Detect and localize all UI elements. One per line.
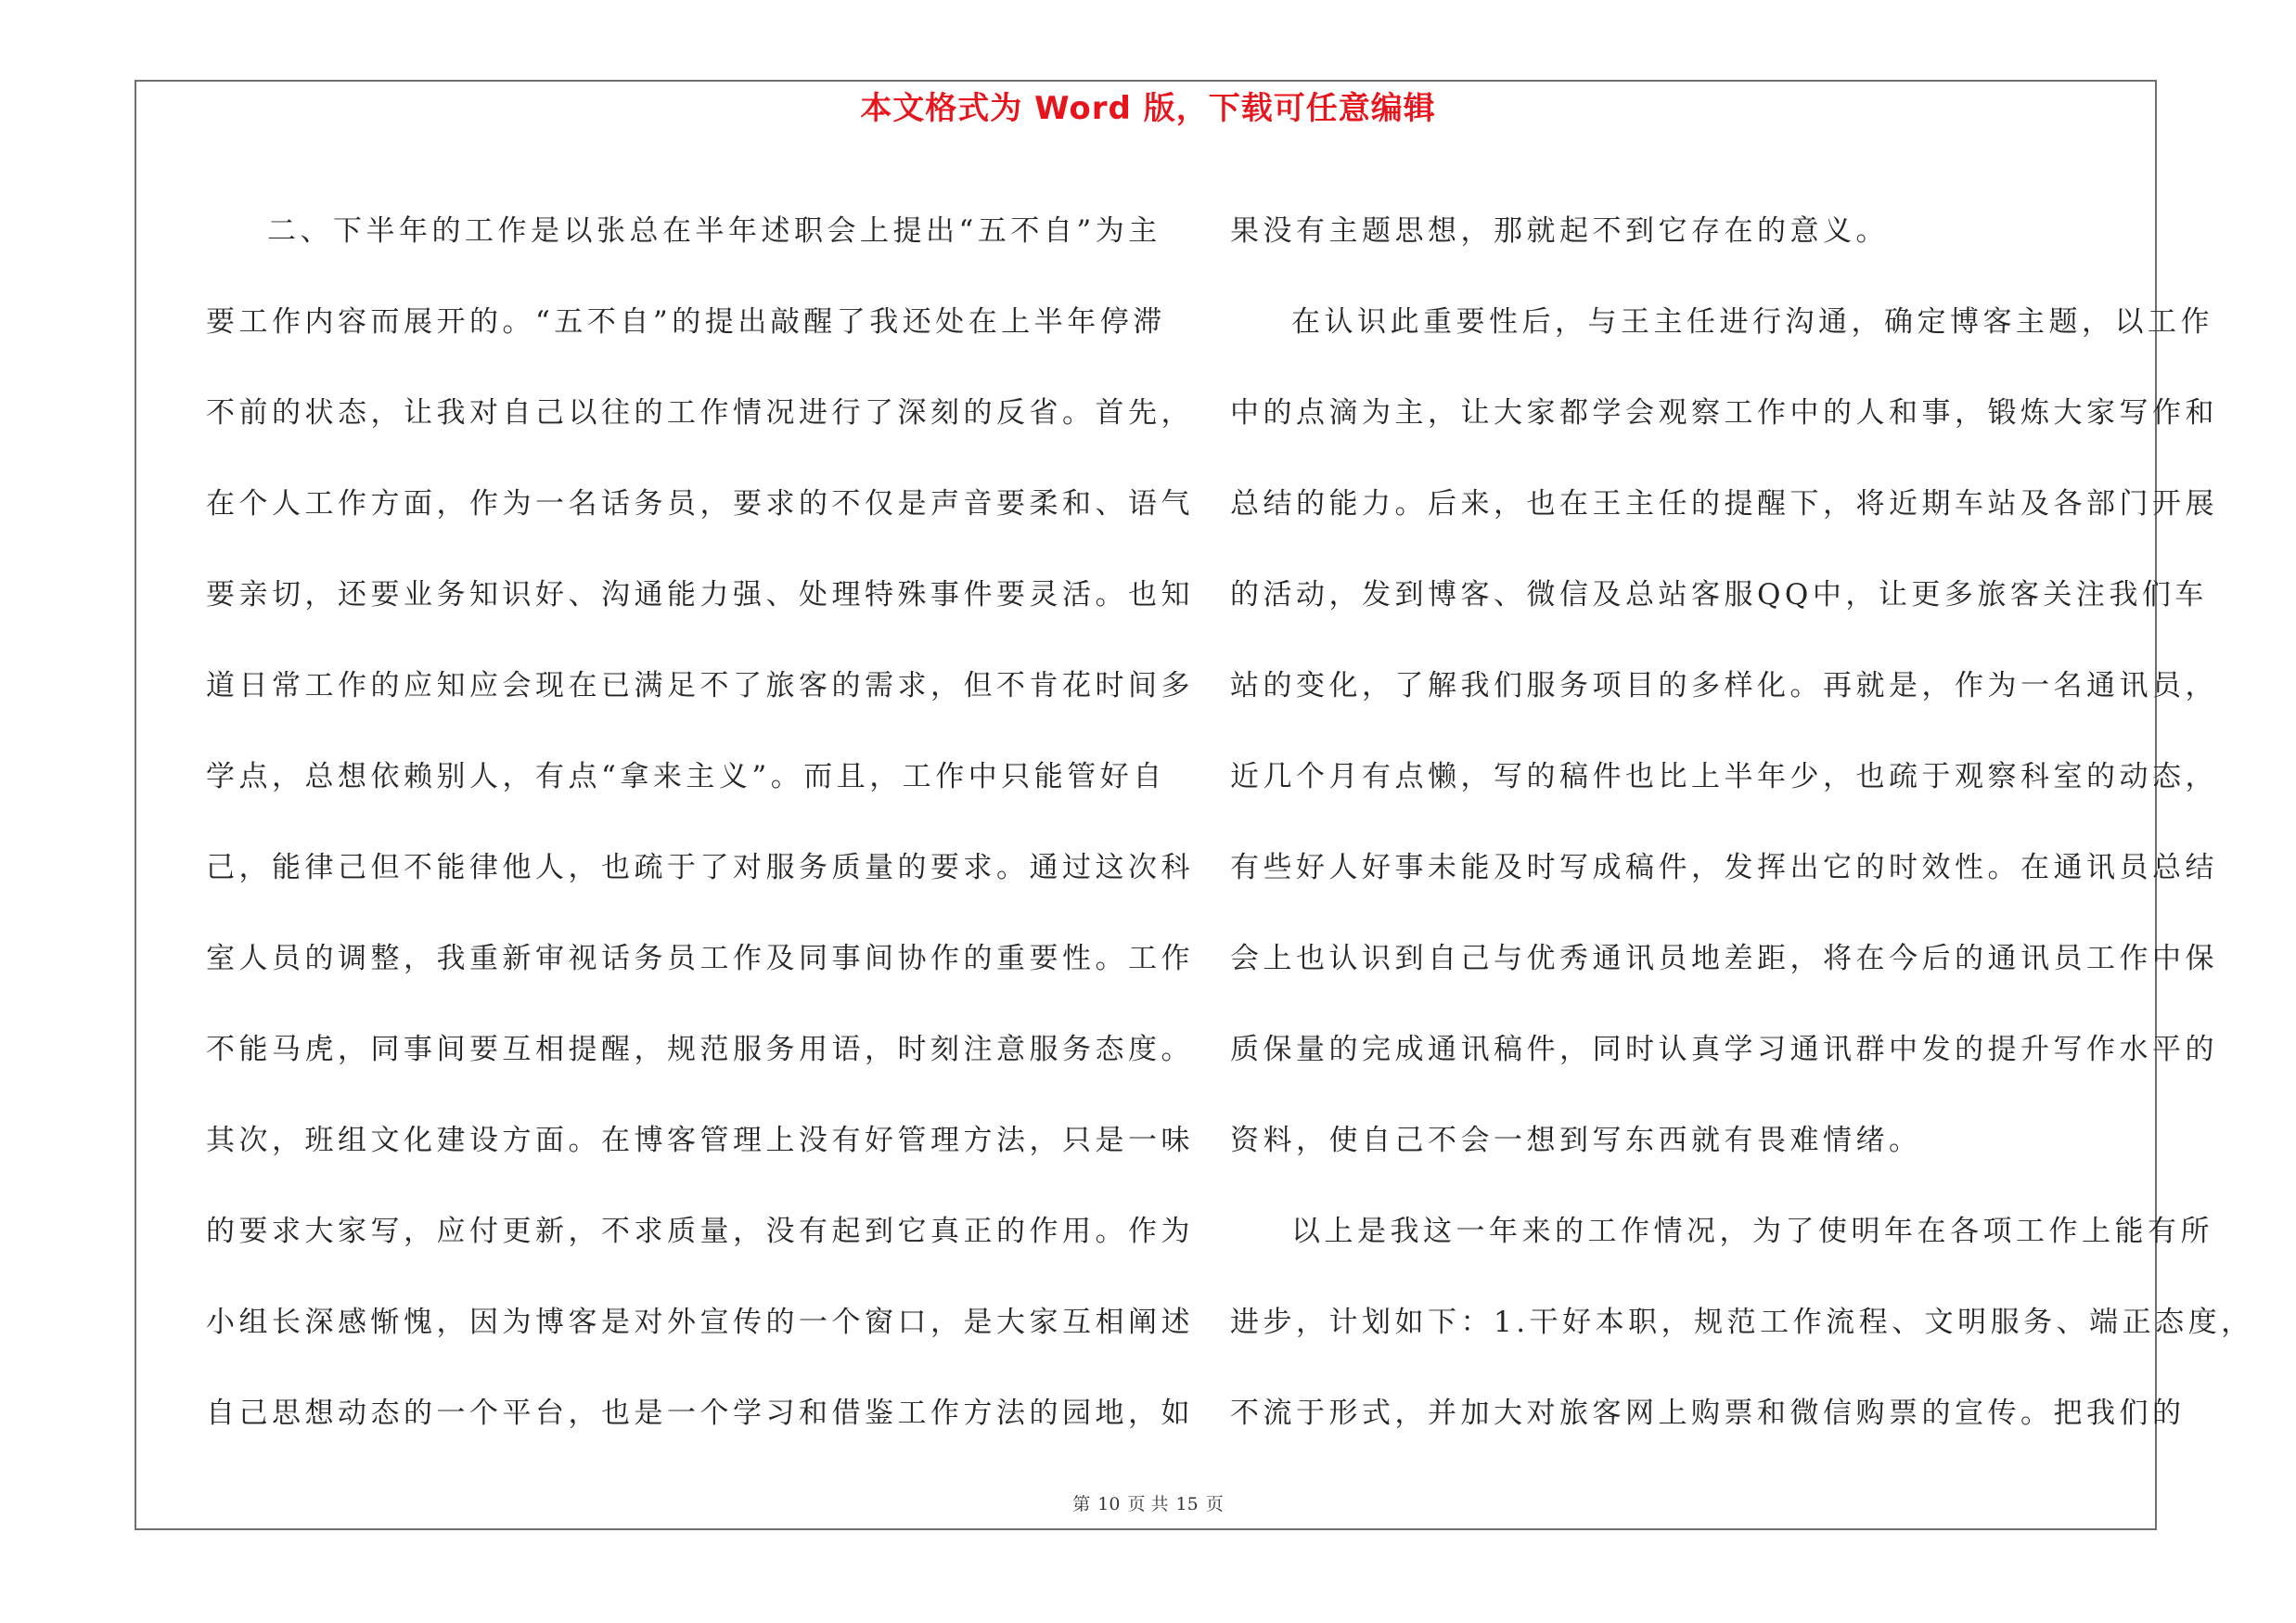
- footer-middle: 页 共: [1127, 1494, 1169, 1514]
- text-line: 其次，班组文化建设方面。在博客管理上没有好管理方法，只是一味: [206, 1124, 1194, 1157]
- text-line: 道日常工作的应知应会现在已满足不了旅客的需求，但不肯花时间多: [206, 669, 1194, 702]
- text-line: 的活动，发到博客、微信及总站客服QQ中，让更多旅客关注我们车: [1230, 578, 2208, 612]
- text-line: 不流于形式，并加大对旅客网上购票和微信购票的宣传。把我们的: [1230, 1397, 2186, 1430]
- text-line: 不能马虎，同事间要互相提醒，规范服务用语，时刻注意服务态度。: [206, 1033, 1194, 1066]
- left-text-column: [206, 186, 1194, 1459]
- text-line: 在认识此重要性后，与王主任进行沟通，确定博客主题，以工作: [1291, 305, 2213, 339]
- text-line: 资料，使自己不会一想到写东西就有畏难情绪。: [1230, 1124, 1922, 1157]
- text-line: 要工作内容而展开的。“五不自”的提出敲醒了我还处在上半年停滞: [206, 305, 1166, 339]
- text-line: 果没有主题思想，那就起不到它存在的意义。: [1230, 214, 1889, 248]
- text-line: 要亲切，还要业务知识好、沟通能力强、处理特殊事件要灵活。也知: [206, 578, 1194, 612]
- right-text-column: [1230, 186, 2254, 1459]
- text-line: 质保量的完成通讯稿件，同时认真学习通讯群中发的提升写作水平的: [1230, 1033, 2218, 1066]
- text-line: 以上是我这一年来的工作情况，为了使明年在各项工作上能有所: [1291, 1215, 2213, 1248]
- text-line: 学点，总想依赖别人，有点“拿来主义”。而且，工作中只能管好自: [206, 760, 1166, 793]
- text-line: 小组长深感惭愧，因为博客是对外宣传的一个窗口，是大家互相阐述: [206, 1306, 1194, 1339]
- text-line: 室人员的调整，我重新审视话务员工作及同事间协作的重要性。工作: [206, 942, 1194, 975]
- text-line: 中的点滴为主，让大家都学会观察工作中的人和事，锻炼大家写作和: [1230, 396, 2218, 430]
- footer-prefix: 第: [1072, 1494, 1091, 1514]
- text-line: 进步，计划如下：1.干好本职，规范工作流程、文明服务、端正态度，: [1230, 1306, 2254, 1339]
- footer-suffix: 页: [1205, 1494, 1224, 1514]
- text-line: 自己思想动态的一个平台，也是一个学习和借鉴工作方法的园地，如: [206, 1397, 1194, 1430]
- text-line: 近几个月有点懒，写的稿件也比上半年少，也疏于观察科室的动态，: [1230, 760, 2218, 793]
- text-line: 二、下半年的工作是以张总在半年述职会上提出“五不自”为主: [267, 214, 1161, 248]
- format-banner: 本文格式为 Word 版，下载可任意编辑: [860, 90, 1436, 127]
- text-line: 己，能律己但不能律他人，也疏于了对服务质量的要求。通过这次科: [206, 851, 1194, 884]
- page-number-footer: [0, 1492, 2296, 1516]
- text-line: 有些好人好事未能及时写成稿件，发挥出它的时效性。在通讯员总结: [1230, 851, 2218, 884]
- text-line: 站的变化，了解我们服务项目的多样化。再就是，作为一名通讯员，: [1230, 669, 2218, 702]
- text-line: 总结的能力。后来，也在王主任的提醒下，将近期车站及各部门开展: [1230, 487, 2218, 521]
- text-line: 在个人工作方面，作为一名话务员，要求的不仅是声音要柔和、语气: [206, 487, 1194, 521]
- text-line: 会上也认识到自己与优秀通讯员地差距，将在今后的通讯员工作中保: [1230, 942, 2218, 975]
- total-page-number: 15: [1175, 1494, 1199, 1514]
- text-line: 的要求大家写，应付更新，不求质量，没有起到它真正的作用。作为: [206, 1215, 1194, 1248]
- current-page-number: 10: [1097, 1494, 1121, 1514]
- text-line: 不前的状态，让我对自己以往的工作情况进行了深刻的反省。首先，: [206, 396, 1194, 430]
